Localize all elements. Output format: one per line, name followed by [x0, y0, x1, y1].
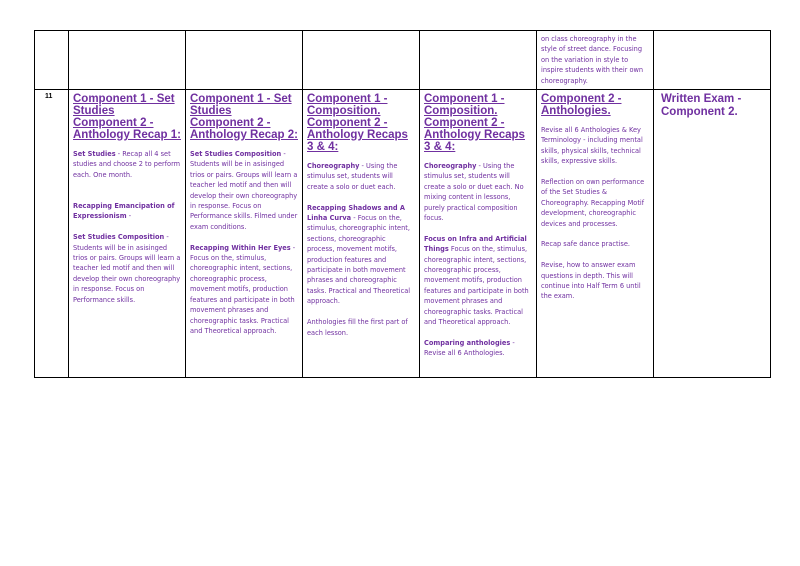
- table-row: [35, 90, 771, 378]
- table-row: [35, 31, 771, 90]
- table-cell: [420, 31, 537, 90]
- cell-paragraph: Set Studies - Recap all 4 set studies and choose 2 to perform each. One month.: [73, 150, 181, 179]
- week-cell: [35, 31, 69, 90]
- cell-heading: Component 1 - Set Studies: [190, 93, 292, 118]
- table-cell: [186, 31, 303, 90]
- cell-paragraph: Recapping Within Her Eyes - Focus on the, stimulus, choreographic intent, sections, choreographic process, movement motifs, production features and participate in both movement phrases and choreographic tasks. Practical and Theoretical approach.: [190, 243, 296, 335]
- table-cell: [654, 90, 771, 378]
- cell-paragraph: Revise, how to answer exam questions in depth. This will continue into Half Term 6 until the exam.: [541, 261, 641, 301]
- cell-heading: Component 2 - Anthology Recap 2:: [190, 117, 298, 142]
- cell-paragraph: Set Studies Composition - Students will be in asisinged trios or pairs. Groups will learn a teacher led motif and then will develop their own choreography in response. Focus on Performance skills. Filmed under exam conditions.: [190, 150, 298, 231]
- table-cell: [69, 90, 186, 378]
- table-cell: [69, 31, 186, 90]
- cell-heading: Component 1 - Composition.: [307, 93, 388, 118]
- cell-paragraph: Set Studies Composition - Students will be in asisinged trios or pairs. Groups will learn a teacher led motif and then will develop their own choreography in response. Focus on Performance skills.: [73, 233, 181, 304]
- table-cell: [186, 90, 303, 378]
- cell-paragraph: Reflection on own performance of the Set Studies & Choreography. Recapping Motif development, choreographic devices and processes.: [541, 178, 645, 228]
- cell-paragraph: Choreography - Using the stimulus set, students will create a solo or duet each. No mixing content in lessons, purely practical composition focus.: [424, 162, 524, 223]
- table-cell: [537, 31, 654, 90]
- cell-heading: Component 2 - Anthology Recaps 3 & 4:: [424, 117, 525, 154]
- cell-heading: Component 2 - Anthology Recaps 3 & 4:: [307, 117, 408, 154]
- cell-paragraph: Revise all 6 Anthologies & Key Terminology - including mental skills, physical skills, technical skills, expressive skills.: [541, 126, 643, 166]
- cell-paragraph: Comparing anthologies - Revise all 6 Anthologies.: [424, 338, 515, 358]
- cell-heading: Component 2 - Anthologies.: [541, 93, 622, 118]
- cell-heading: Component 1 - Set Studies: [73, 93, 175, 118]
- cell-paragraph: Focus on Infra and Artificial Things Focus on the, stimulus, choreographic intent, sections, choreographic process, movement motifs, production features and participate in both movement phrases and choreographic tasks. Practical and Theoretical approach.: [424, 234, 529, 327]
- cell-text: on class choreography in the style of street dance. Focusing on the variation in style to inspire students with their own choreography.: [541, 35, 644, 85]
- cell-paragraph: Recapping Shadows and A Linha Curva - Focus on the, stimulus, choreographic intent, sections, choreographic process, movement motifs, production features and participate in both movement phrases and choreographic tasks. Practical and Theoretical approach.: [307, 203, 411, 306]
- cell-paragraph: Anthologies fill the first part of each lesson.: [307, 318, 408, 337]
- cell-heading: Component 2 - Anthology Recap 1:: [73, 117, 181, 142]
- cell-heading: Written Exam - Component 2.: [661, 93, 742, 119]
- cell-heading: Component 1 - Composition.: [424, 93, 505, 118]
- cell-paragraph: Recap safe dance practise.: [541, 240, 630, 249]
- table-cell: [420, 90, 537, 378]
- week-number: 11: [35, 90, 69, 378]
- cell-paragraph: Choreography - Using the stimulus set, students will create a solo or duet each.: [307, 162, 398, 191]
- scheme-of-work-table: [34, 30, 771, 378]
- table-cell: [303, 31, 420, 90]
- cell-paragraph: Recapping Emancipation of Expressionism -: [73, 202, 175, 221]
- table-cell: [654, 31, 771, 90]
- table-cell: [303, 90, 420, 378]
- table-cell: [537, 90, 654, 378]
